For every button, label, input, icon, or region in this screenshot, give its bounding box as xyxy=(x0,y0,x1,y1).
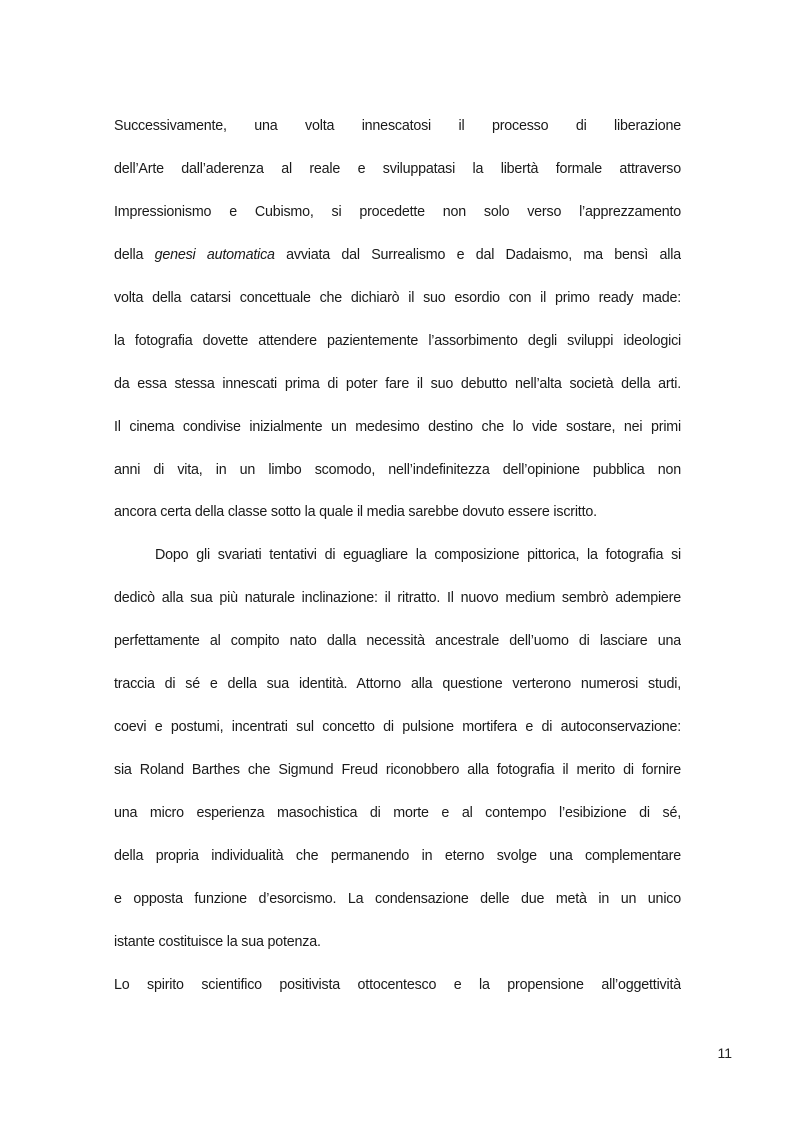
text-line-21: Lo spirito scientifico positivista ottocentesco e la propensione all’oggettività xyxy=(114,976,681,993)
text-line-8: Il cinema condivise inizialmente un medesimo destino che lo vide sostare, nei primi xyxy=(114,418,681,435)
text-line-13: perfettamente al compito nato dalla necessità ancestrale dell’uomo di lasciare una xyxy=(114,633,681,650)
page-number: 11 xyxy=(717,1045,732,1061)
text-line-9: anni di vita, in un limbo scomodo, nell’indefinitezza dell’opinione pubblica non xyxy=(114,461,681,478)
text-line-4 xyxy=(114,234,681,277)
text-line-16: sia Roland Barthes che Sigmund Freud riconobbero alla fotografia il merito di fornire xyxy=(114,762,681,779)
italic-phrase: genesi automatica xyxy=(154,246,275,263)
text-run: avviata dal Surrealismo e dal Dadaismo, ma bensì alla xyxy=(274,246,681,263)
text-line-7: da essa stessa innescati prima di poter fare il suo debutto nell’alta società della arti. xyxy=(114,375,681,392)
text-run: della xyxy=(114,246,155,263)
text-line-2: dell’Arte dall’aderenza al reale e sviluppatasi la libertà formale attraverso xyxy=(114,160,681,177)
text-line-14: traccia di sé e della sua identità. Attorno alla questione verterono numerosi studi, xyxy=(114,676,681,693)
text-line-5: volta della catarsi concettuale che dichiarò il suo esordio con il primo ready made: xyxy=(114,289,681,306)
text-line-20: istante costituisce la sua potenza. xyxy=(114,933,321,950)
text-line-10: ancora certa della classe sotto la quale il media sarebbe dovuto essere iscritto. xyxy=(114,504,597,521)
text-line-12: dedicò alla sua più naturale inclinazione: il ritratto. Il nuovo medium sembrò adempiere xyxy=(114,590,681,607)
text-line-18: della propria individualità che permanendo in eterno svolge una complementare xyxy=(114,847,681,864)
text-line-3: Impressionismo e Cubismo, si procedette non solo verso l’apprezzamento xyxy=(114,203,681,220)
body-text xyxy=(114,105,681,1007)
text-line-15: coevi e postumi, incentrati sul concetto di pulsione mortifera e di autoconservazione: xyxy=(114,719,681,736)
text-line-1: Successivamente, una volta innescatosi il processo di liberazione xyxy=(114,118,681,134)
text-line-6: la fotografia dovette attendere pazientemente l’assorbimento degli sviluppi ideologici xyxy=(114,332,681,349)
text-line-19: e opposta funzione d’esorcismo. La condensazione delle due metà in un unico xyxy=(114,890,681,907)
text-line-17: una micro esperienza masochistica di morte e al contempo l’esibizione di sé, xyxy=(114,805,681,821)
text-line-11: Dopo gli svariati tentativi di eguagliare la composizione pittorica, la fotografia si xyxy=(155,547,681,564)
